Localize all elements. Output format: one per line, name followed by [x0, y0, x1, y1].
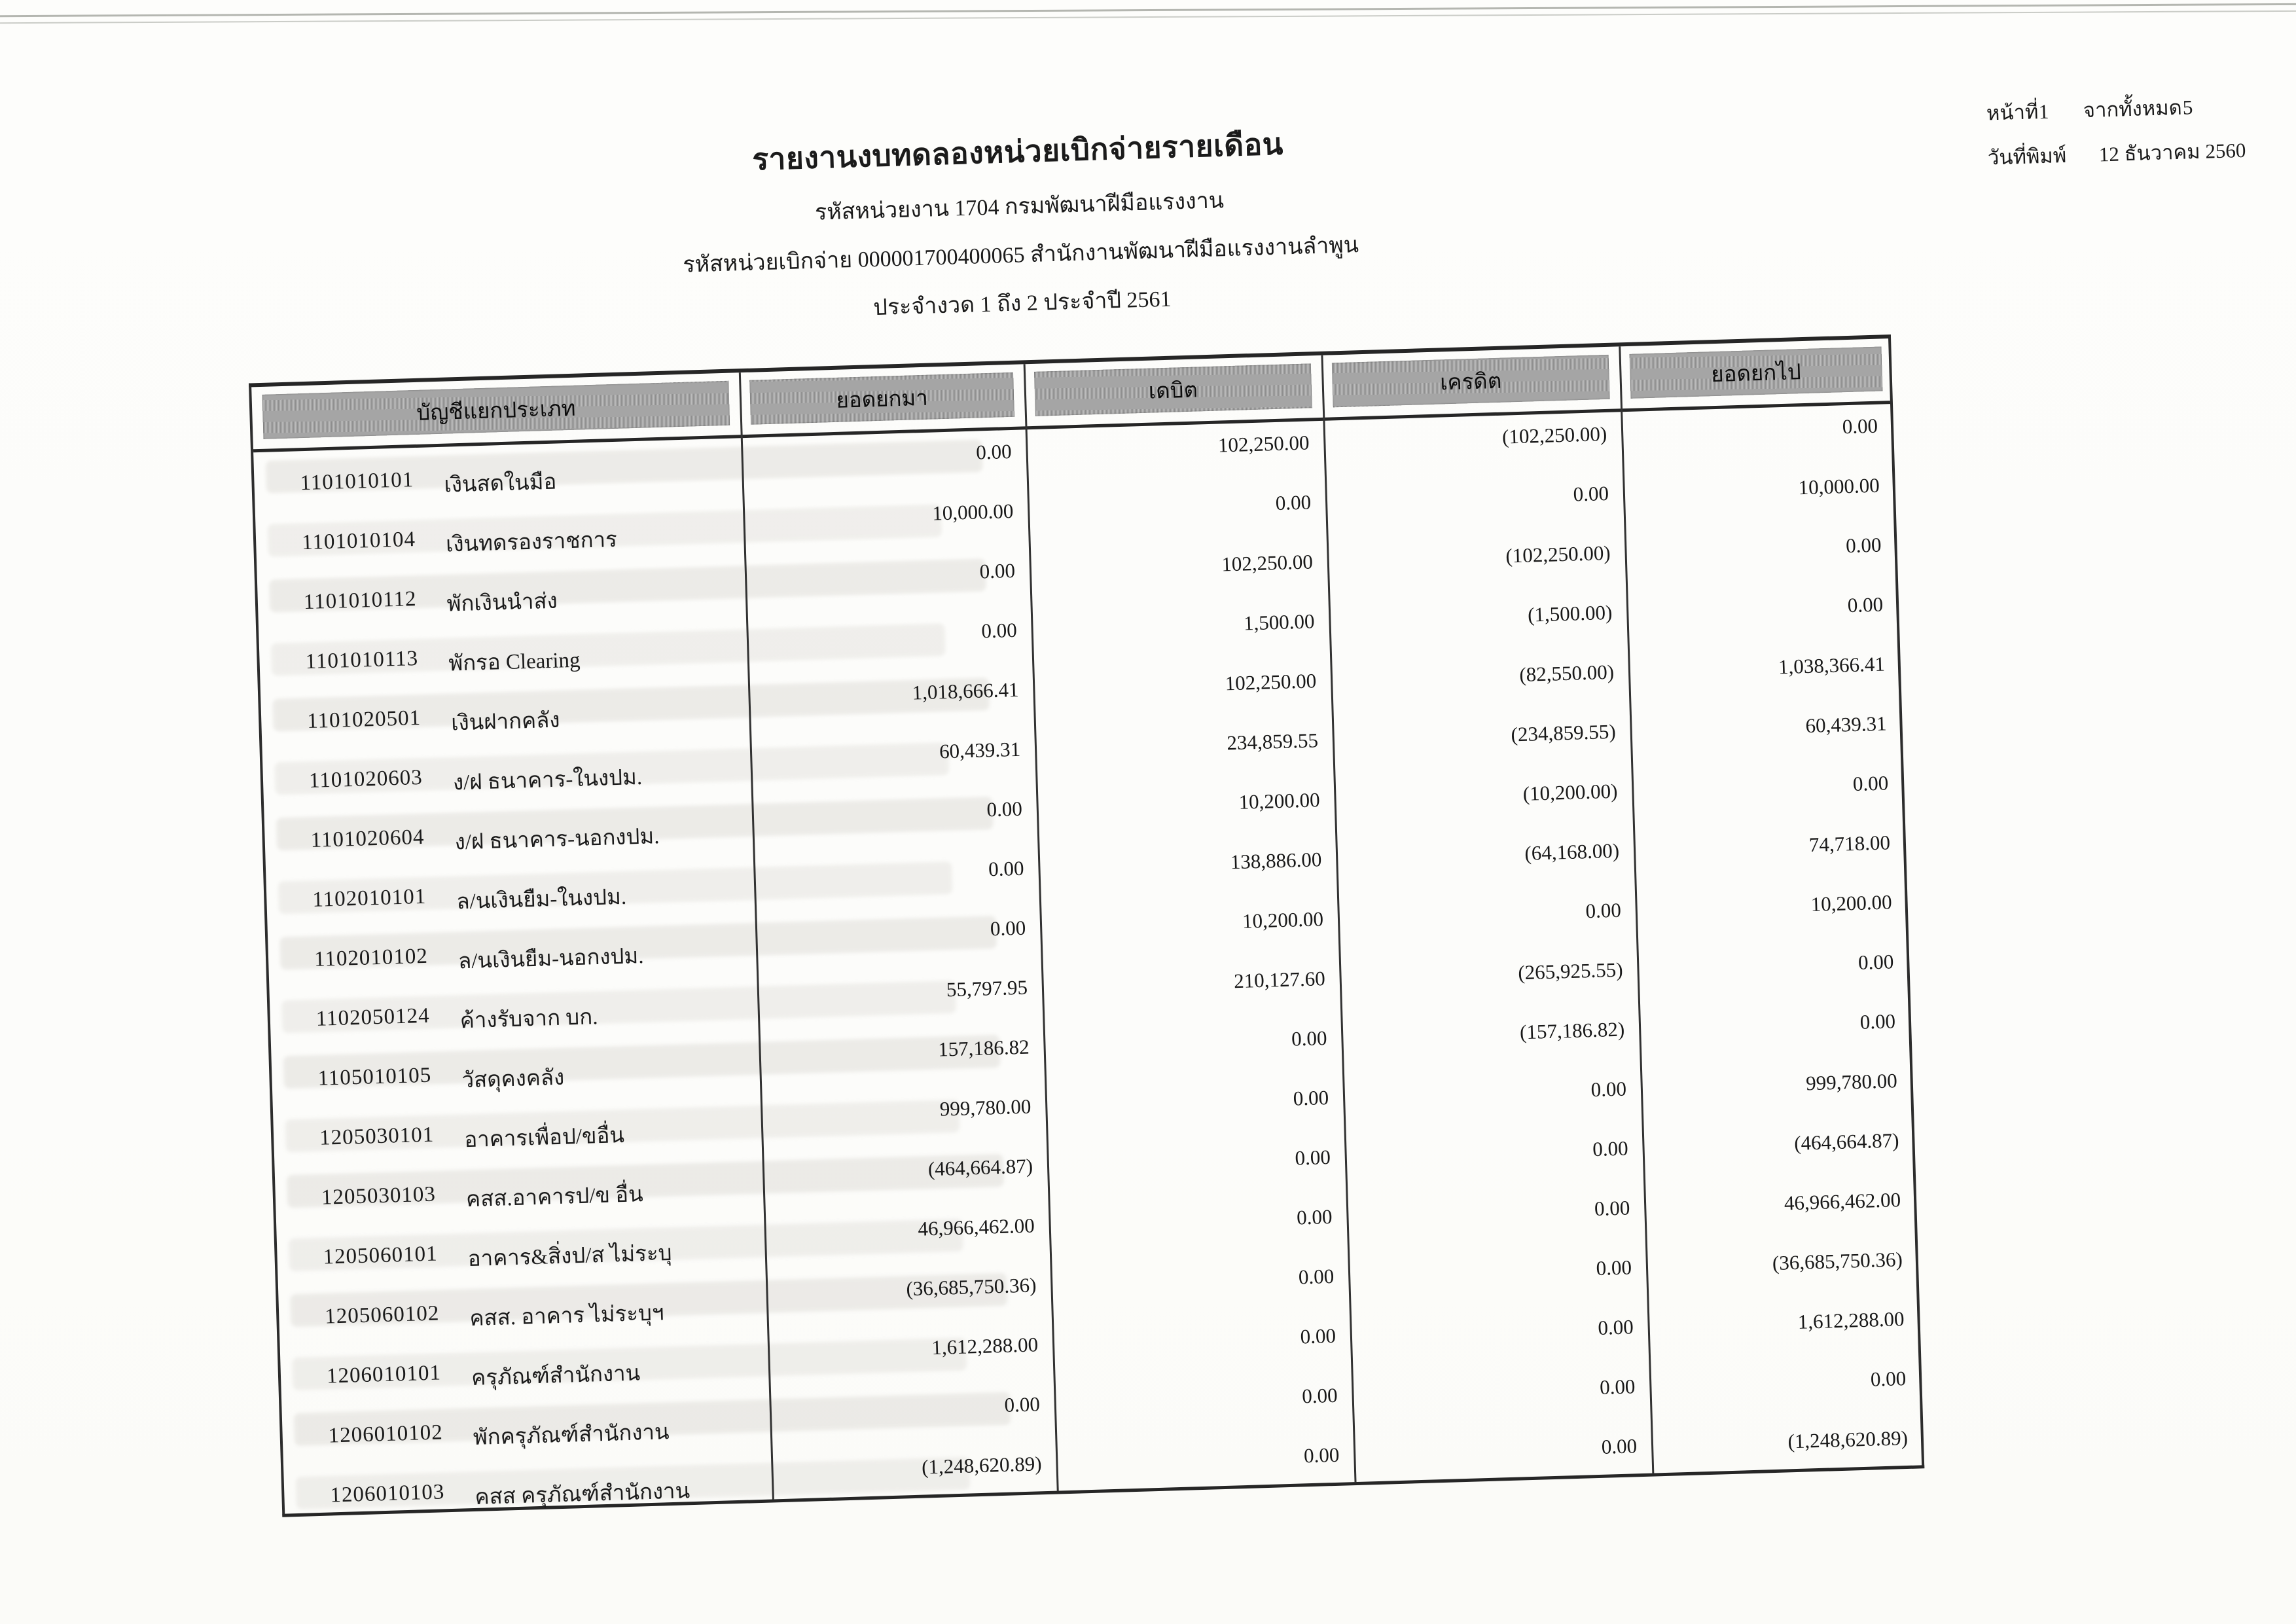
account-cell — [317, 1060, 565, 1102]
debit-value: 0.00 — [1291, 1026, 1327, 1051]
column-header-label: ยอดยกมา — [836, 386, 929, 413]
account-cell — [300, 464, 557, 507]
header-bar — [1034, 363, 1312, 416]
credit-value: (234,859.55) — [1511, 719, 1617, 746]
page-number-label: หน้าที่ — [1986, 100, 2039, 125]
debit-value: 1,500.00 — [1243, 609, 1315, 635]
brought-forward-value: 999,780.00 — [939, 1094, 1031, 1121]
debit-value: 0.00 — [1275, 490, 1312, 515]
credit-value: (102,250.00) — [1505, 541, 1611, 568]
credit-value: (157,186.82) — [1519, 1017, 1625, 1044]
account-code: 1101010112 — [303, 587, 417, 615]
trial-balance-table — [249, 334, 1924, 1517]
account-cell — [303, 583, 558, 625]
account-name: เงินทดรองราชการ — [445, 528, 618, 557]
header-bar — [1332, 355, 1610, 408]
debit-value: 102,250.00 — [1221, 550, 1314, 576]
header-bar — [1630, 346, 1883, 398]
brought-forward-value: (464,664.87) — [927, 1154, 1033, 1181]
brought-forward-value: 55,797.95 — [946, 975, 1028, 1001]
debit-value: 0.00 — [1300, 1324, 1336, 1348]
account-name: ครุภัณฑ์สำนักงาน — [471, 1362, 641, 1391]
account-code: 1101020604 — [310, 825, 425, 852]
brought-forward-value: 1,018,666.41 — [912, 677, 1019, 704]
debit-value: 0.00 — [1295, 1145, 1331, 1170]
account-code: 1205060102 — [324, 1301, 440, 1329]
account-code: 1101020501 — [306, 706, 422, 734]
brought-forward-value: (36,685,750.36) — [906, 1273, 1037, 1301]
account-name: คสส. อาคาร ไม่ระบุฯ — [469, 1301, 665, 1331]
total-pages-label: จากทั้งหมด — [2083, 96, 2183, 122]
account-name: ค้างรับจาก บก. — [459, 1005, 598, 1034]
account-code: 1205030101 — [319, 1123, 435, 1150]
carried-forward-value: (1,248,620.89) — [1787, 1426, 1909, 1453]
account-code: 1105010105 — [317, 1063, 432, 1091]
carried-forward-value: 999,780.00 — [1805, 1069, 1898, 1095]
debit-value: 234,859.55 — [1226, 729, 1319, 755]
carried-forward-value: 1,612,288.00 — [1797, 1307, 1905, 1333]
account-name: ง/ฝ ธนาคาร-นอกงปม. — [454, 825, 660, 855]
account-name: ล/นเงินยืม-นอกงปม. — [457, 944, 644, 974]
credit-value: (64,168.00) — [1524, 839, 1620, 865]
page-number-value: 1 — [2038, 99, 2049, 124]
credit-value: 0.00 — [1585, 898, 1622, 923]
account-code: 1102050124 — [315, 1003, 431, 1031]
credit-value: 0.00 — [1592, 1136, 1629, 1161]
credit-value: 0.00 — [1596, 1255, 1632, 1280]
carried-forward-value: 46,966,462.00 — [1784, 1188, 1901, 1215]
carried-forward-value: 0.00 — [1852, 771, 1889, 796]
account-code: 1205060101 — [323, 1242, 439, 1269]
account-code: 1101010104 — [301, 528, 416, 555]
credit-value: 0.00 — [1573, 481, 1609, 506]
carried-forward-value: (36,685,750.36) — [1772, 1248, 1903, 1274]
report-title: รายงานงบทดลองหน่วยเบิกจ่ายรายเดือน — [751, 127, 1284, 177]
brought-forward-value: 0.00 — [990, 916, 1026, 941]
account-name: พักรอ Clearing — [448, 648, 581, 676]
account-name: ง/ฝ ธนาคาร-ในงปม. — [452, 765, 643, 795]
carried-forward-value: 0.00 — [1847, 592, 1884, 617]
debit-value: 0.00 — [1298, 1264, 1335, 1289]
credit-value: (10,200.00) — [1522, 779, 1618, 805]
table-body — [253, 404, 1922, 1525]
brought-forward-value: 46,966,462.00 — [917, 1214, 1035, 1240]
debit-value: 102,250.00 — [1225, 669, 1317, 695]
debit-value: 138,886.00 — [1230, 848, 1322, 874]
brought-forward-value: 10,000.00 — [931, 499, 1014, 525]
debit-value: 0.00 — [1301, 1383, 1338, 1408]
column-header-label: เดบิต — [1148, 378, 1198, 404]
account-name: พักครุภัณฑ์สำนักงาน — [473, 1420, 670, 1451]
credit-value: 0.00 — [1590, 1077, 1627, 1102]
column-header-label: บัญชีแยกประเภท — [416, 397, 576, 425]
debit-value: 0.00 — [1303, 1443, 1340, 1468]
disbursement-unit-line: รหัสหน่วยเบิกจ่าย 000001700400065 สำนักงานพัฒนาฝีมือแรงงานลำพูน — [682, 233, 1359, 278]
account-code: 1101010101 — [300, 468, 414, 496]
credit-value: 0.00 — [1597, 1315, 1634, 1339]
credit-value: 0.00 — [1594, 1196, 1630, 1221]
carried-forward-value: 0.00 — [1845, 533, 1882, 558]
brought-forward-value: 60,439.31 — [939, 737, 1021, 763]
brought-forward-value: 157,186.82 — [937, 1035, 1030, 1061]
brought-forward-value: 0.00 — [1004, 1392, 1041, 1416]
debit-value: 10,200.00 — [1242, 907, 1324, 933]
carried-forward-value: 0.00 — [1857, 950, 1894, 974]
account-code: 1206010103 — [329, 1480, 445, 1507]
debit-value: 0.00 — [1293, 1086, 1329, 1110]
carried-forward-value: 10,200.00 — [1810, 890, 1893, 916]
carried-forward-value: (464,664.87) — [1793, 1128, 1899, 1155]
column-header-label: ยอดยกไป — [1710, 360, 1802, 387]
credit-value: 0.00 — [1601, 1434, 1638, 1458]
credit-value: (265,925.55) — [1517, 958, 1623, 984]
account-name: เงินสดในมือ — [443, 470, 557, 497]
account-code: 1205030103 — [321, 1182, 437, 1210]
brought-forward-value: 1,612,288.00 — [931, 1333, 1039, 1360]
account-name: พักเงินนำส่ง — [446, 589, 558, 617]
account-code: 1102010101 — [312, 884, 427, 912]
account-code: 1102010102 — [314, 944, 429, 971]
account-code: 1101020603 — [308, 765, 423, 793]
credit-value: (102,250.00) — [1501, 422, 1607, 448]
carried-forward-value: 74,718.00 — [1808, 831, 1891, 857]
brought-forward-value: 0.00 — [980, 618, 1018, 643]
account-name: คสส ครุภัณฑ์สำนักงาน — [475, 1479, 691, 1509]
account-name: อาคาร&สิ่งป/ส ไม่ระบุ — [467, 1241, 673, 1272]
brought-forward-value: 0.00 — [975, 439, 1013, 464]
period-line: ประจำงวด 1 ถึง 2 ประจำปี 2561 — [872, 287, 1172, 321]
column-header-label: เครดิต — [1439, 369, 1502, 395]
column-header-debit — [1024, 355, 1323, 426]
account-name: คสส.อาคารป/ข อื่น — [465, 1183, 644, 1212]
carried-forward-value: 0.00 — [1859, 1009, 1896, 1034]
debit-value: 210,127.60 — [1233, 967, 1326, 993]
header-bar — [749, 372, 1014, 425]
account-code: 1206010102 — [328, 1420, 444, 1448]
carried-forward-value: 0.00 — [1842, 414, 1878, 439]
carried-forward-value: 1,038,366.41 — [1778, 652, 1886, 679]
account-cell — [307, 702, 560, 744]
credit-value: (1,500.00) — [1527, 600, 1613, 626]
account-name: เงินฝากคลัง — [450, 708, 561, 736]
column-header-brought-forward — [739, 364, 1026, 435]
carried-forward-value: 0.00 — [1870, 1367, 1907, 1391]
carried-forward-value: 10,000.00 — [1798, 473, 1880, 499]
column-header-account — [251, 372, 740, 449]
column-header-carried-forward — [1619, 338, 1893, 408]
account-cell — [315, 999, 598, 1042]
brought-forward-value: (1,248,620.89) — [921, 1452, 1042, 1479]
account-name: ล/นเงินยืม-ในงปม. — [456, 885, 627, 914]
account-cell — [305, 642, 581, 685]
print-date-value: 12 ธันวาคม 2560 — [2098, 138, 2246, 166]
brought-forward-value: 0.00 — [988, 856, 1024, 881]
account-name: อาคารเพื่อป/ขอื่น — [463, 1123, 625, 1153]
account-code: 1101010113 — [305, 646, 419, 674]
debit-value: 102,250.00 — [1217, 431, 1310, 457]
agency-code-line: รหัสหน่วยงาน 1704 กรมพัฒนาฝีมือแรงงาน — [814, 189, 1225, 225]
carried-forward-value: 60,439.31 — [1805, 712, 1888, 738]
account-name: วัสดุคงคลัง — [461, 1066, 565, 1093]
account-code: 1206010101 — [326, 1361, 442, 1388]
brought-forward-value: 0.00 — [986, 797, 1023, 821]
debit-value: 10,200.00 — [1238, 788, 1321, 814]
credit-value: 0.00 — [1599, 1375, 1636, 1399]
credit-value: (82,550.00) — [1518, 660, 1615, 687]
print-date-label: วันที่พิมพ์ — [1987, 143, 2067, 170]
header-bar — [262, 381, 730, 439]
column-header-credit — [1321, 346, 1621, 417]
brought-forward-value: 0.00 — [979, 558, 1016, 583]
debit-value: 0.00 — [1296, 1204, 1333, 1229]
total-pages-value: 5 — [2182, 96, 2193, 119]
